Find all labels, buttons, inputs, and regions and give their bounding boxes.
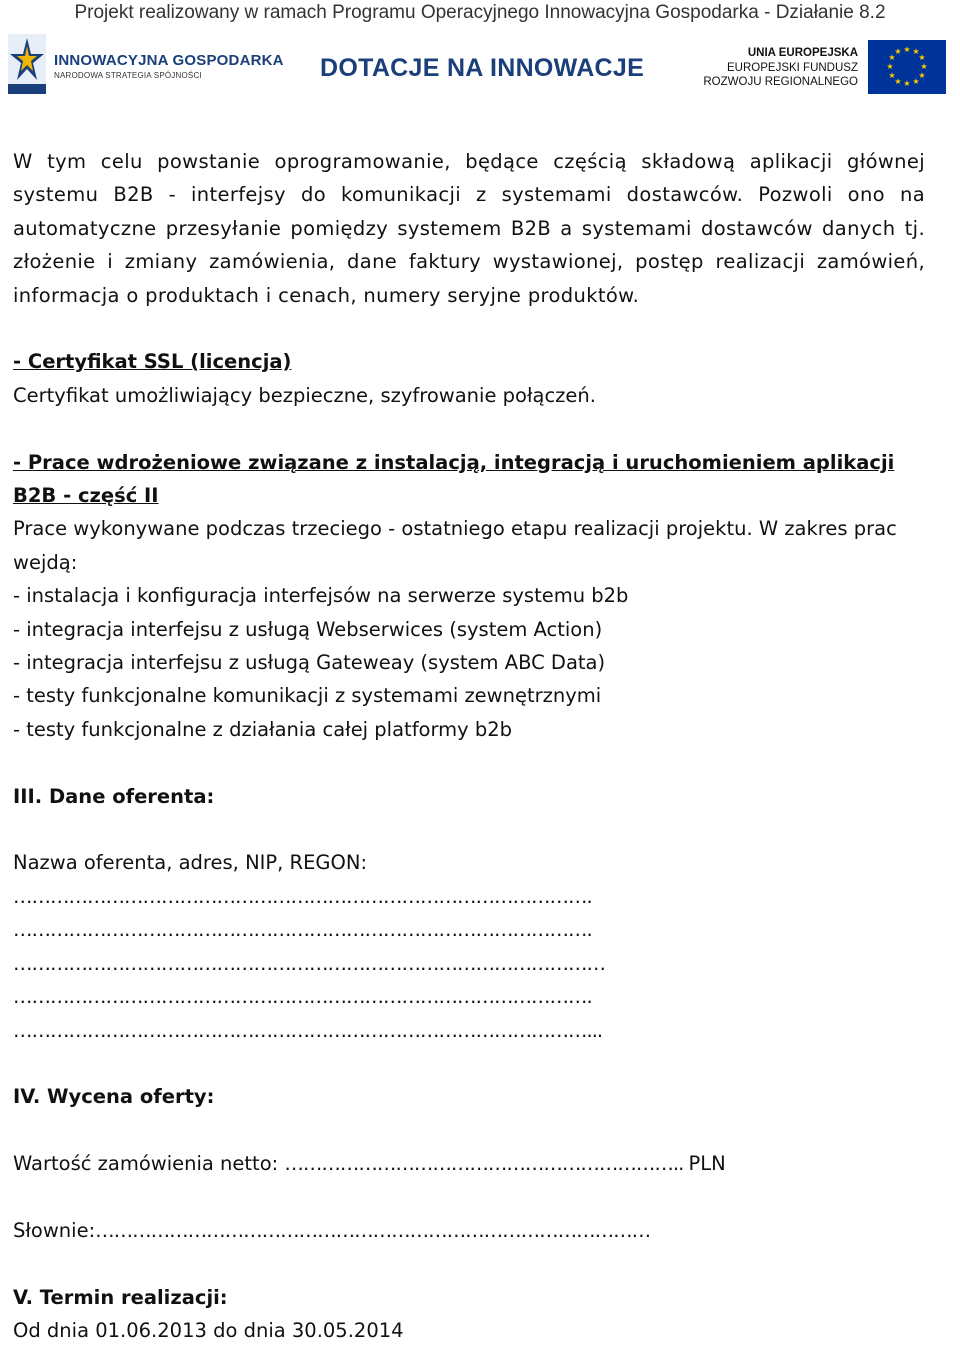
offeror-fill-line[interactable]: …………………………………………………………………………………. xyxy=(13,884,592,908)
net-value-field[interactable]: ……………………………………………………….. xyxy=(284,1152,689,1176)
ssl-text: Certyfikat umożliwiający bezpieczne, szyfrowanie połączeń. xyxy=(13,383,596,407)
svg-text:★: ★ xyxy=(920,62,928,71)
deadline-heading: V. Termin realizacji: xyxy=(13,1285,228,1309)
in-words-row xyxy=(13,1214,925,1247)
eu-logo-line2: EUROPEJSKI FUNDUSZ xyxy=(727,62,858,74)
in-words-label: Słownie: xyxy=(13,1218,96,1242)
svg-text:★: ★ xyxy=(888,71,896,80)
svg-text:★: ★ xyxy=(903,79,911,88)
net-value-row xyxy=(13,1147,925,1180)
star-logo-icon xyxy=(8,34,46,94)
in-words-field[interactable]: ……………………………………………………………………………… xyxy=(95,1218,651,1242)
offeror-fill-line[interactable]: …………………………………………………………………………………… xyxy=(13,951,605,975)
innowacyjna-gospodarka-logo xyxy=(8,34,284,98)
svg-text:★: ★ xyxy=(912,77,920,86)
ssl-heading: - Certyfikat SSL (licencja) xyxy=(13,350,292,374)
works-intro: Prace wykonywane podczas trzeciego - ostatniego etapu realizacji projektu. W zakres prac wejdą: xyxy=(13,517,897,574)
works-heading: - Prace wdrożeniowe związane z instalacją, integracją i uruchomieniem aplikacji B2B - część II xyxy=(13,450,895,508)
offeror-fill-line[interactable]: …………………………………………………………………………………. xyxy=(13,985,592,1009)
svg-text:★: ★ xyxy=(894,77,902,86)
eu-logo xyxy=(703,40,950,100)
svg-text:★: ★ xyxy=(903,45,911,54)
eu-logo-line3: ROZWOJU REGIONALNEGO xyxy=(703,76,858,88)
pricing-heading: IV. Wycena oferty: xyxy=(13,1085,215,1109)
logo-left-title: INNOWACYJNA GOSPODARKA xyxy=(54,52,284,69)
offeror-label: Nazwa oferenta, adres, NIP, REGON: xyxy=(13,851,368,875)
document-body xyxy=(13,145,925,1348)
net-value-unit: PLN xyxy=(688,1152,726,1176)
offeror-fill-line[interactable]: …………………………………………………………………………………... xyxy=(13,1018,603,1042)
page-header-title: DOTACJE NA INNOWACJE xyxy=(320,54,645,82)
logo-left-subtitle: NARODOWA STRATEGIA SPÓJNOŚCI xyxy=(54,71,202,80)
list-item: - instalacja i konfiguracja interfejsów na serwerze systemu b2b xyxy=(13,584,629,608)
net-value-label: Wartość zamówienia netto: xyxy=(13,1152,285,1176)
intro-paragraph: W tym celu powstanie oprogramowanie, będące częścią składową aplikacji głównej systemu B2B - interfejsy do komunikacji z systemami dostawców. Pozwoli ono na automatyczne przesyłanie pomiędzy systemem B2B a systemami dostawców danych tj. złożenie i zmiany zamówienia, dane faktury wystawionej, postęp realizacji zamówień, informacja o produktach i cenach, numery seryjne produktów. xyxy=(13,150,925,307)
eu-logo-line1: UNIA EUROPEJSKA xyxy=(747,47,858,59)
svg-text:★: ★ xyxy=(918,53,926,62)
offeror-heading: III. Dane oferenta: xyxy=(13,784,215,808)
offeror-fill-line[interactable]: …………………………………………………………………………………. xyxy=(13,918,592,942)
list-item: - testy funkcjonalne komunikacji z systemami zewnętrznymi xyxy=(13,684,602,708)
list-item: - integracja interfejsu z usługą Gateweay (system ABC Data) xyxy=(13,651,606,675)
svg-text:★: ★ xyxy=(886,62,894,71)
svg-text:★: ★ xyxy=(912,47,920,56)
list-item: - testy funkcjonalne z działania całej platformy b2b xyxy=(13,717,513,741)
deadline-text: Od dnia 01.06.2013 do dnia 30.05.2014 xyxy=(13,1319,404,1343)
svg-text:★: ★ xyxy=(888,53,896,62)
list-item: - integracja interfejsu z usługą Webserwices (system Action) xyxy=(13,617,603,641)
svg-text:★: ★ xyxy=(918,71,926,80)
program-line: Projekt realizowany w ramach Programu Operacyjnego Innowacyjna Gospodarka - Działanie 8.2 xyxy=(74,2,886,23)
svg-text:★: ★ xyxy=(894,47,902,56)
eu-flag-icon xyxy=(868,40,946,94)
